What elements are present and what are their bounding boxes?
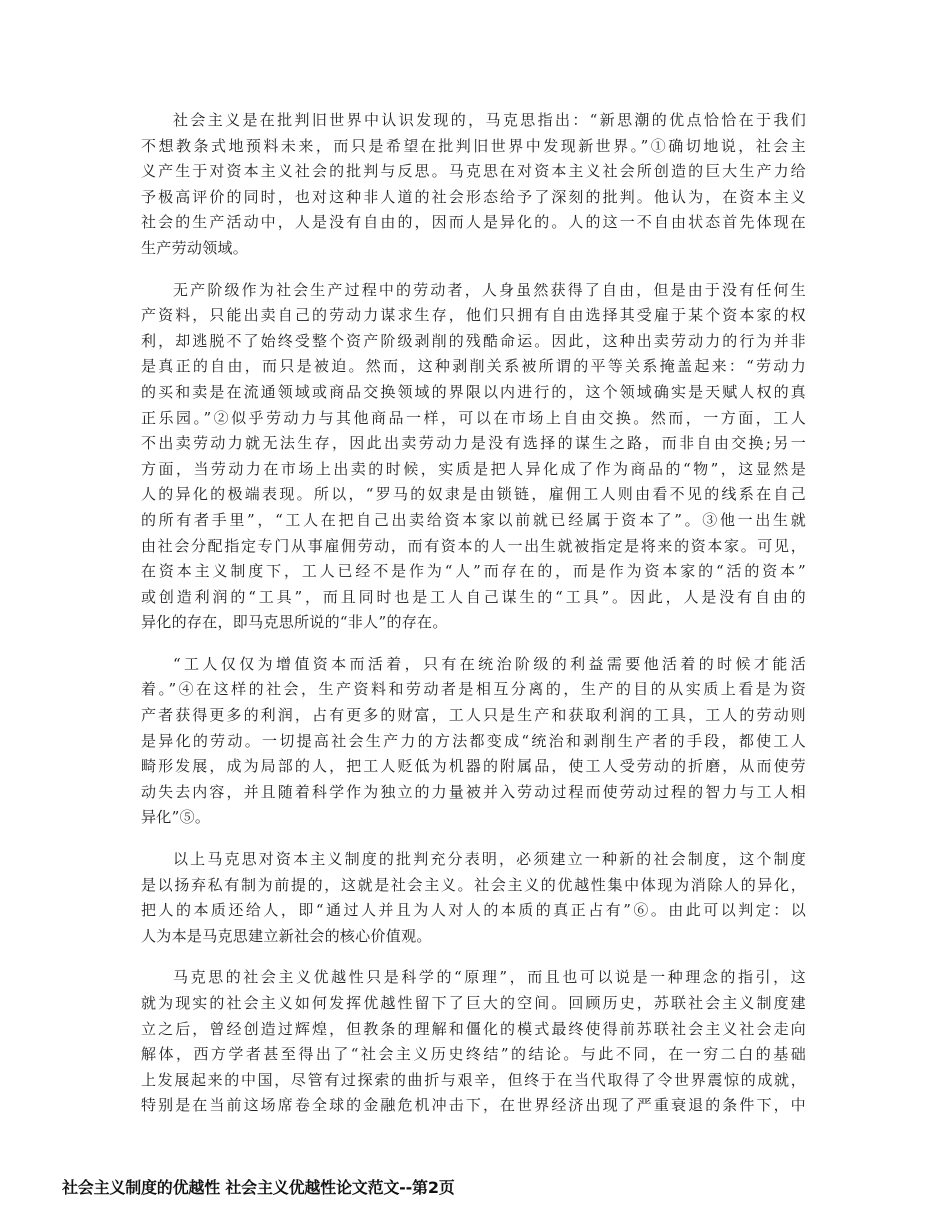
text-line: 立之后，曾经创造过辉煌，但教条的理解和僵化的模式最终使得前苏联社会主义社会走向 <box>141 1019 806 1038</box>
text-line: 予极高评价的同时，也对这种非人道的社会形态给予了深刻的批判。他认为，在资本主义 <box>141 187 806 206</box>
text-line: “工人仅仅为增值资本而活着，只有在统治阶级的利益需要他活着的时候才能活 <box>173 654 806 673</box>
text-line: 着。”④在这样的社会，生产资料和劳动者是相互分离的，生产的目的从实质上看是为资 <box>141 680 806 699</box>
text-line: 社会的生产活动中，人是没有自由的，因而人是异化的。人的这一不自由状态首先体现在 <box>141 213 806 232</box>
paragraph-1 <box>141 108 806 262</box>
paragraph-4 <box>141 847 806 949</box>
text-line: 人为本是马克思建立新社会的核心价值观。 <box>141 926 432 945</box>
text-line: 人的异化的极端表现。所以，“罗马的奴隶是由锁链，雇佣工人则由看不见的线系在自己 <box>141 485 806 504</box>
text-line: 马克思的社会主义优越性只是科学的“原理”，而且也可以说是一种理念的指引，这 <box>173 968 806 987</box>
paragraph-3 <box>141 652 806 831</box>
paragraph-gap <box>141 949 806 965</box>
text-line: 异化的存在，即马克思所说的“非人”的存在。 <box>141 613 448 632</box>
paragraph-5 <box>141 965 806 1119</box>
text-line: 利，却逃脱不了始终受整个资产阶级剥削的残酷命运。因此，这种出卖劳动力的行为并非 <box>141 331 806 350</box>
text-line: 不出卖劳动力就无法生存，因此出卖劳动力是没有选择的谋生之路，而非自由交换;另一 <box>141 434 806 453</box>
text-line: 不想教条式地预料未来，而只是希望在批判旧世界中发现新世界。”①确切地说，社会主 <box>141 136 806 155</box>
text-line: 以上马克思对资本主义制度的批判充分表明，必须建立一种新的社会制度，这个制度 <box>173 850 806 869</box>
text-line: 社会主义是在批判旧世界中认识发现的，马克思指出：“新思潮的优点恰恰在于我们 <box>173 111 806 129</box>
page-footer-title: 社会主义制度的优越性 社会主义优越性论文范文--第2页 <box>62 1178 455 1197</box>
text-line: 方面，当劳动力在市场上出卖的时候，实质是把人异化成了作为商品的“物”，这显然是 <box>141 459 806 478</box>
paragraph-gap <box>141 636 806 652</box>
text-line: 生产劳动领域。 <box>141 238 249 257</box>
text-line: 畸形发展，成为局部的人，把工人贬低为机器的附属品，使工人受劳动的折磨，从而使劳 <box>141 757 806 776</box>
text-line: 是真正的自由，而只是被迫。然而，这种剥削关系被所谓的平等关系掩盖起来：“劳动力 <box>141 357 806 376</box>
text-line: 义产生于对资本主义社会的批判与反思。马克思在对资本主义社会所创造的巨大生产力给 <box>141 162 806 181</box>
text-line: 由社会分配指定专门从事雇佣劳动，而有资本的人一出生就被指定是将来的资本家。可见， <box>141 536 806 555</box>
text-line: 正乐园。”②似乎劳动力与其他商品一样，可以在市场上自由交换。然而，一方面，工人 <box>141 408 806 427</box>
text-line: 的所有者手里”，“工人在把自己出卖给资本家以前就已经属于资本了”。③他一出生就 <box>141 510 806 529</box>
paragraph-gap <box>141 262 806 278</box>
text-line: 产者获得更多的利润，占有更多的财富，工人只是生产和获取利润的工具，工人的劳动则 <box>141 706 806 725</box>
paragraph-gap <box>141 831 806 847</box>
text-line: 动失去内容，并且随着科学作为独立的力量被并入劳动过程而使劳动过程的智力与工人相 <box>141 782 806 801</box>
text-line: 就为现实的社会主义如何发挥优越性留下了巨大的空间。回顾历史，苏联社会主义制度建 <box>141 994 806 1012</box>
text-line: 或创造利润的“工具”，而且同时也是工人自己谋生的“工具”。因此，人是没有自由的 <box>141 587 806 606</box>
text-line: 的买和卖是在流通领域或商品交换领域的界限以内进行的，这个领域确实是天赋人权的真 <box>141 382 806 401</box>
text-line: 是异化的劳动。一切提高社会生产力的方法都变成“统治和剥削生产者的手段，都使工人 <box>141 731 806 750</box>
text-line: 解体，西方学者甚至得出了“社会主义历史终结”的结论。与此不同，在一穷二白的基础 <box>141 1045 806 1064</box>
text-line: 是以扬弃私有制为前提的，这就是社会主义。社会主义的优越性集中体现为消除人的异化， <box>141 875 806 894</box>
text-line: 上发展起来的中国，尽管有过探索的曲折与艰辛，但终于在当代取得了令世界震惊的成就， <box>141 1070 806 1089</box>
text-line: 把人的本质还给人，即“通过人并且为人对人的本质的真正占有”⑥。由此可以判定：以 <box>141 901 806 920</box>
text-line: 无产阶级作为社会生产过程中的劳动者，人身虽然获得了自由，但是由于没有任何生 <box>173 280 806 299</box>
document-body <box>141 108 806 1119</box>
text-line: 在资本主义制度下，工人已经不是作为“人”而存在的，而是作为资本家的“活的资本” <box>141 562 806 581</box>
text-line: 异化”⑤。 <box>141 808 211 827</box>
paragraph-2 <box>141 278 806 636</box>
text-line: 产资料，只能出卖自己的劳动力谋求生存，他们只拥有自由选择其受雇于某个资本家的权 <box>141 306 806 325</box>
text-line: 特别是在当前这场席卷全球的金融危机冲击下，在世界经济出现了严重衰退的条件下，中 <box>141 1096 806 1115</box>
